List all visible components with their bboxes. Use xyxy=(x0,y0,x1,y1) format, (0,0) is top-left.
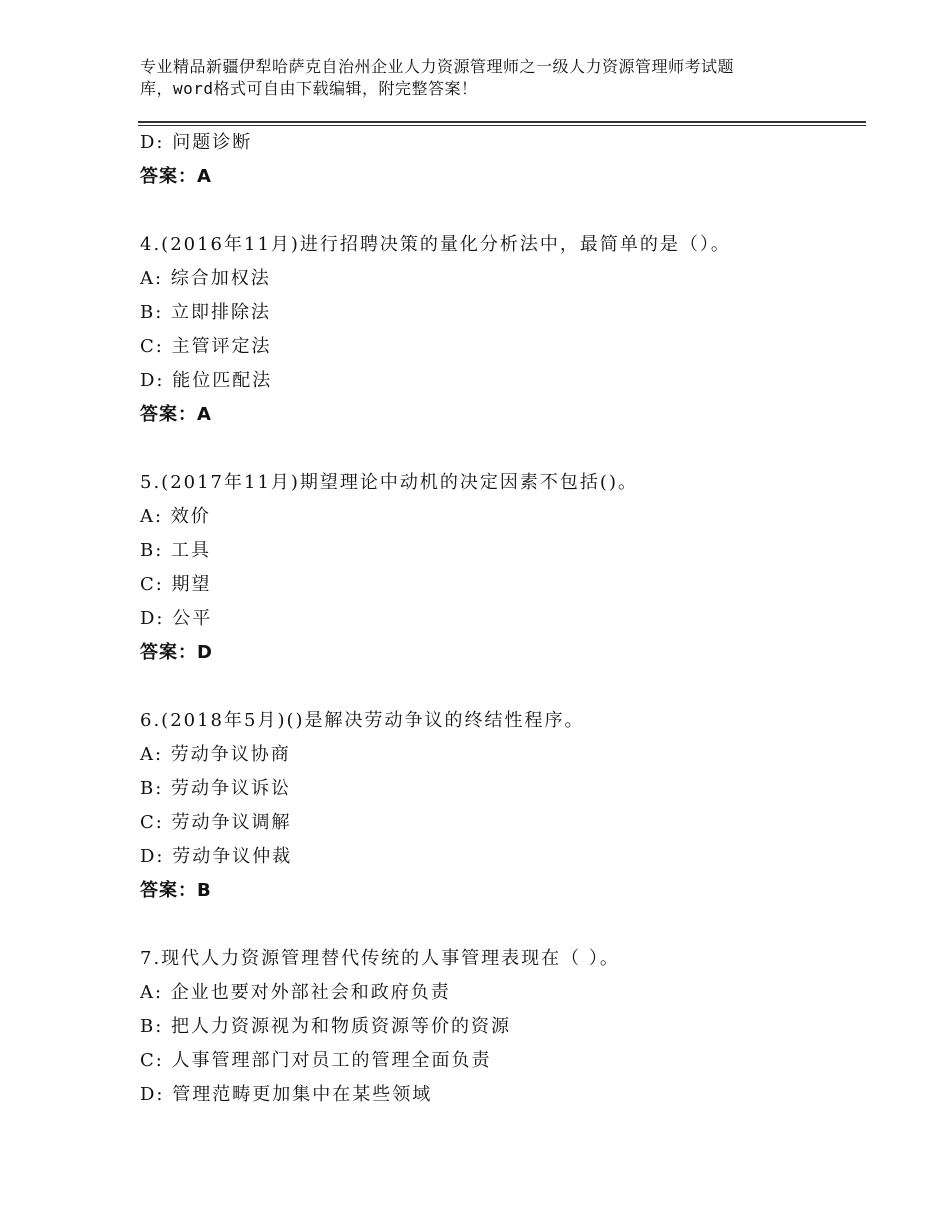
document-header xyxy=(140,56,840,100)
spacer xyxy=(140,670,860,704)
option-d: D: 能位匹配法 xyxy=(140,370,273,391)
question-text: 7.现代人力资源管理替代传统的人事管理表现在（ ）。 xyxy=(140,948,620,969)
option-c: C: 主管评定法 xyxy=(140,336,272,357)
answer-label: 答案：B xyxy=(140,880,212,901)
spacer xyxy=(140,908,860,942)
option-d: D: 劳动争议仲裁 xyxy=(140,846,293,867)
answer-label: 答案：D xyxy=(140,642,213,663)
option-a: A: 综合加权法 xyxy=(140,268,271,289)
question-list xyxy=(140,126,860,1112)
question-text: 4.(2016年11月)进行招聘决策的量化分析法中，最简单的是（）。 xyxy=(140,234,731,255)
option-a: A: 劳动争议协商 xyxy=(140,744,291,765)
question-text: 6.(2018年5月)()是解决劳动争议的终结性程序。 xyxy=(140,710,585,731)
header-title-line-2: 库，word格式可自由下载编辑，附完整答案！ xyxy=(140,79,478,98)
prev-question-answer: 答案：A xyxy=(140,166,212,187)
option-c: C: 劳动争议调解 xyxy=(140,812,292,833)
option-b: B: 把人力资源视为和物质资源等价的资源 xyxy=(140,1016,512,1037)
question-block-5 xyxy=(140,466,860,670)
spacer xyxy=(140,432,860,466)
header-divider-thick xyxy=(138,121,866,123)
spacer xyxy=(140,194,860,228)
question-text: 5.(2017年11月)期望理论中动机的决定因素不包括()。 xyxy=(140,472,638,493)
answer-label: 答案：A xyxy=(140,404,212,425)
option-c: C: 期望 xyxy=(140,574,212,595)
option-d: D: 公平 xyxy=(140,608,213,629)
option-b: B: 立即排除法 xyxy=(140,302,272,323)
option-a: A: 效价 xyxy=(140,506,211,527)
option-d: D: 管理范畴更加集中在某些领域 xyxy=(140,1084,433,1105)
option-a: A: 企业也要对外部社会和政府负责 xyxy=(140,982,451,1003)
option-b: B: 工具 xyxy=(140,540,212,561)
option-c: C: 人事管理部门对员工的管理全面负责 xyxy=(140,1050,492,1071)
option-b: B: 劳动争议诉讼 xyxy=(140,778,292,799)
prev-question-option-d: D: 问题诊断 xyxy=(140,132,253,153)
question-block-6 xyxy=(140,704,860,908)
header-title-line-1: 专业精品新疆伊犁哈萨克自治州企业人力资源管理师之一级人力资源管理师考试题 xyxy=(140,57,735,76)
question-block-7 xyxy=(140,942,860,1112)
question-block-4 xyxy=(140,228,860,432)
